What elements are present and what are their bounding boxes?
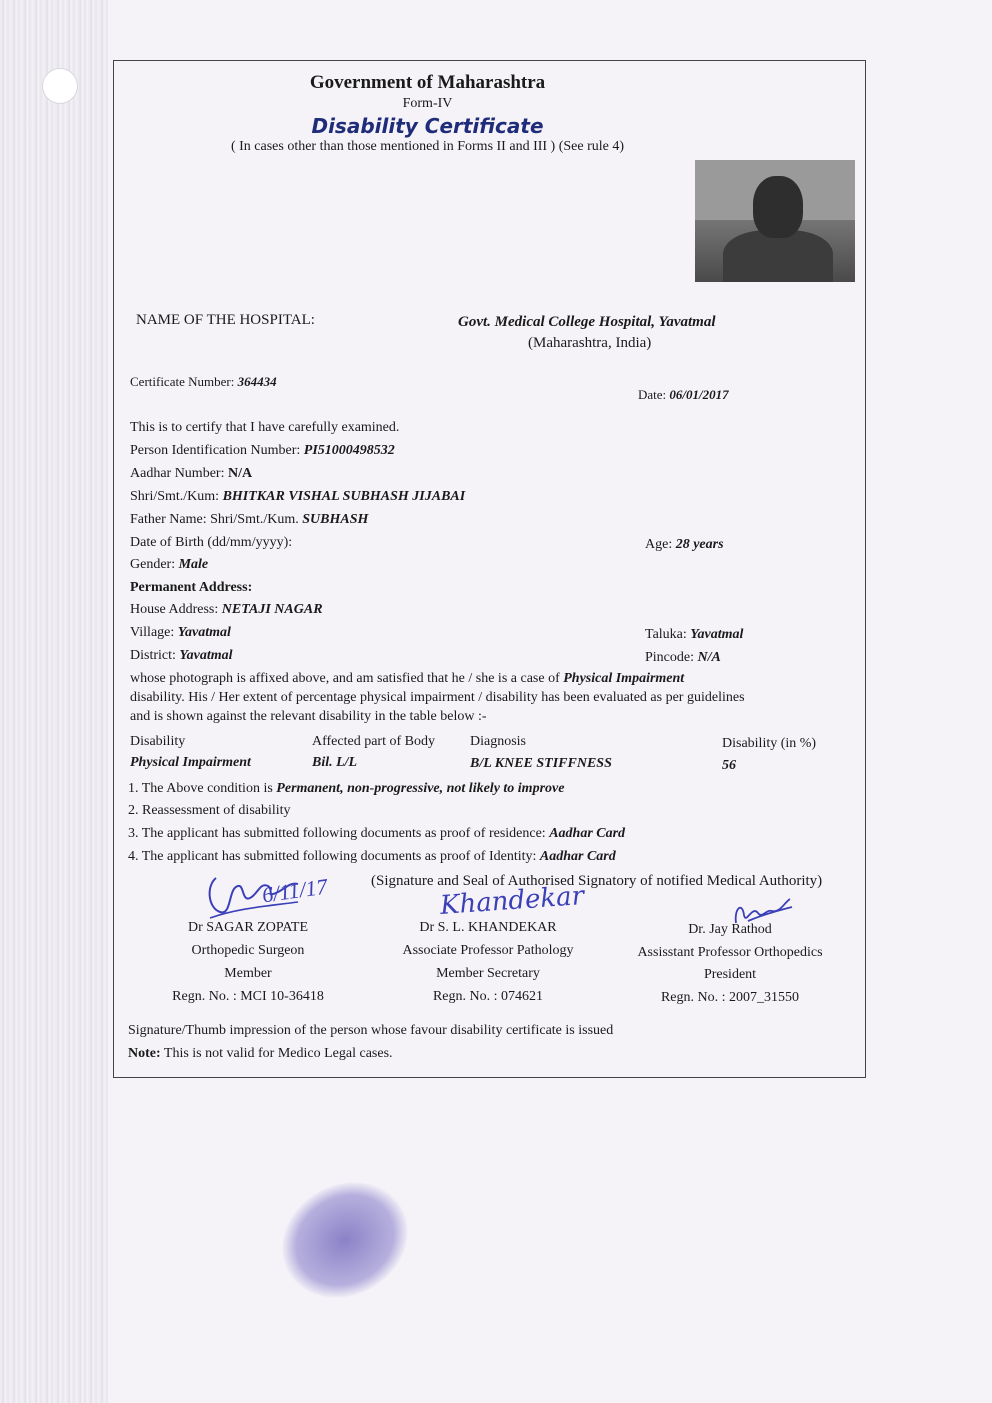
house-value: NETAJI NAGAR [221,602,323,617]
aadhar-label: Aadhar Number: [130,466,225,481]
age-label: Age: [645,537,673,552]
address-heading: Permanent Address: [130,580,253,595]
hospital-label: NAME OF THE HOSPITAL: [136,312,315,328]
signatory-2-regn: Regn. No. : 074621 [432,989,544,1004]
name-label: Shri/Smt./Kum: [130,489,220,504]
applicant-photo [695,160,855,282]
certificate-date-label: Date: [638,387,667,402]
signatory-3-role: President [703,967,757,982]
punch-hole [42,68,78,104]
signatory-2-title: Associate Professor Pathology [402,943,574,958]
note-row [128,1046,393,1062]
pincode-value: N/A [697,650,721,665]
father-label: Father Name: Shri/Smt./Kum. [130,512,299,527]
village-row [130,625,231,641]
signatory-1-title: Orthopedic Surgeon [191,943,305,958]
table-header-body-part: Affected part of Body [312,734,435,749]
certificate-number: 364434 [237,374,277,389]
district-value: Yavatmal [179,648,233,663]
signatory-3-regn: Regn. No. : 2007_31550 [660,990,800,1005]
header-title: Disability Certificate [311,114,544,138]
statement-line-1 [130,671,684,687]
condition-4-value: Aadhar Card [539,849,616,864]
table-header-diagnosis: Diagnosis [470,734,526,749]
gender-value: Male [178,557,209,572]
condition-1 [128,781,564,797]
header-subtitle: ( In cases other than those mentioned in Forms II and III ) (See rule 4) [230,139,625,154]
pin-value: PI51000498532 [303,443,395,458]
signatory-note: (Signature and Seal of Authorised Signatory of notified Medical Authority) [371,873,823,889]
statement-line-1-text: whose photograph is affixed above, and am satisfied that he / she is a case of [130,671,560,686]
house-row [130,602,323,618]
signatory-2-role: Member Secretary [436,966,540,981]
village-value: Yavatmal [177,625,231,640]
taluka-row [645,627,743,643]
pin-label: Person Identification Number: [130,443,301,458]
header-government: Government of Maharashtra [309,72,546,93]
table-cell-disability: Physical Impairment [130,755,251,770]
taluka-value: Yavatmal [690,627,744,642]
condition-3 [128,826,625,842]
dob-label: Date of Birth (dd/mm/yyyy): [130,535,293,550]
thumb-impression-line: Signature/Thumb impression of the person whose favour disability certificate is issued [128,1023,614,1038]
certificate-number-row [130,374,277,390]
pincode-label: Pincode: [645,650,694,665]
village-label: Village: [130,625,175,640]
certificate-date: 06/01/2017 [669,387,729,402]
scan-edge-shadow [0,0,108,1403]
condition-2: 2. Reassessment of disability [128,803,291,818]
thumb-impression [261,1160,429,1320]
aadhar-value: N/A [227,466,253,481]
gender-label: Gender: [130,557,176,572]
condition-4-text: 4. The applicant has submitted following documents as proof of Identity: [128,849,537,864]
condition-1-value: Permanent, non-progressive, not likely to improve [276,781,565,796]
condition-4 [128,849,616,865]
statement-line-3: and is shown against the relevant disability in the table below :- [130,709,487,724]
signatory-2-name: Dr S. L. KHANDEKAR [419,920,557,935]
note-text: This is not valid for Medico Legal cases. [163,1046,393,1061]
certificate-date-row [638,387,729,403]
note-label: Note: [128,1046,161,1061]
condition-1-text: 1. The Above condition is [128,781,273,796]
certificate-number-label: Certificate Number: [130,374,235,389]
taluka-label: Taluka: [645,627,687,642]
name-row [130,489,465,505]
statement-case: Physical Impairment [563,671,685,686]
signatory-1-name: Dr SAGAR ZOPATE [187,920,309,935]
signature-khandekar: Khandekar [439,881,586,921]
table-header-disability: Disability [130,734,186,749]
father-row [130,512,368,528]
signatory-3-name: Dr. Jay Rathod [688,922,772,937]
signatory-3-title: Assisstant Professor Orthopedics [637,945,823,960]
gender-row [130,557,208,573]
hospital-location: (Maharashtra, India) [528,335,652,351]
pincode-row [645,650,721,666]
condition-3-value: Aadhar Card [549,826,626,841]
intro-line: This is to certify that I have carefully examined. [130,420,400,435]
signatory-1-role: Member [224,966,272,981]
district-label: District: [130,648,176,663]
table-cell-body-part: Bil. L/L [312,755,358,770]
district-row [130,648,233,664]
table-cell-diagnosis: B/L KNEE STIFFNESS [470,756,612,771]
father-value: SUBHASH [302,512,369,527]
condition-3-text: 3. The applicant has submitted following documents as proof of residence: [128,826,546,841]
table-cell-percent: 56 [722,758,736,773]
age-value: 28 years [675,537,724,552]
signatory-1-regn: Regn. No. : MCI 10-36418 [172,989,324,1004]
name-value: BHITKAR VISHAL SUBHASH JIJABAI [222,489,466,504]
age-row [645,537,724,553]
aadhar-row [130,466,252,482]
statement-line-2: disability. His / Her extent of percentage physical impairment / disability has been evaluated as per guidelines [130,690,745,705]
hospital-name: Govt. Medical College Hospital, Yavatmal [458,314,716,330]
table-header-percent: Disability (in %) [722,736,817,751]
house-label: House Address: [130,602,219,617]
header-form: Form-IV [402,96,453,111]
pin-row [130,443,395,459]
signature-zopate-date: 6/11/17 [260,873,329,908]
